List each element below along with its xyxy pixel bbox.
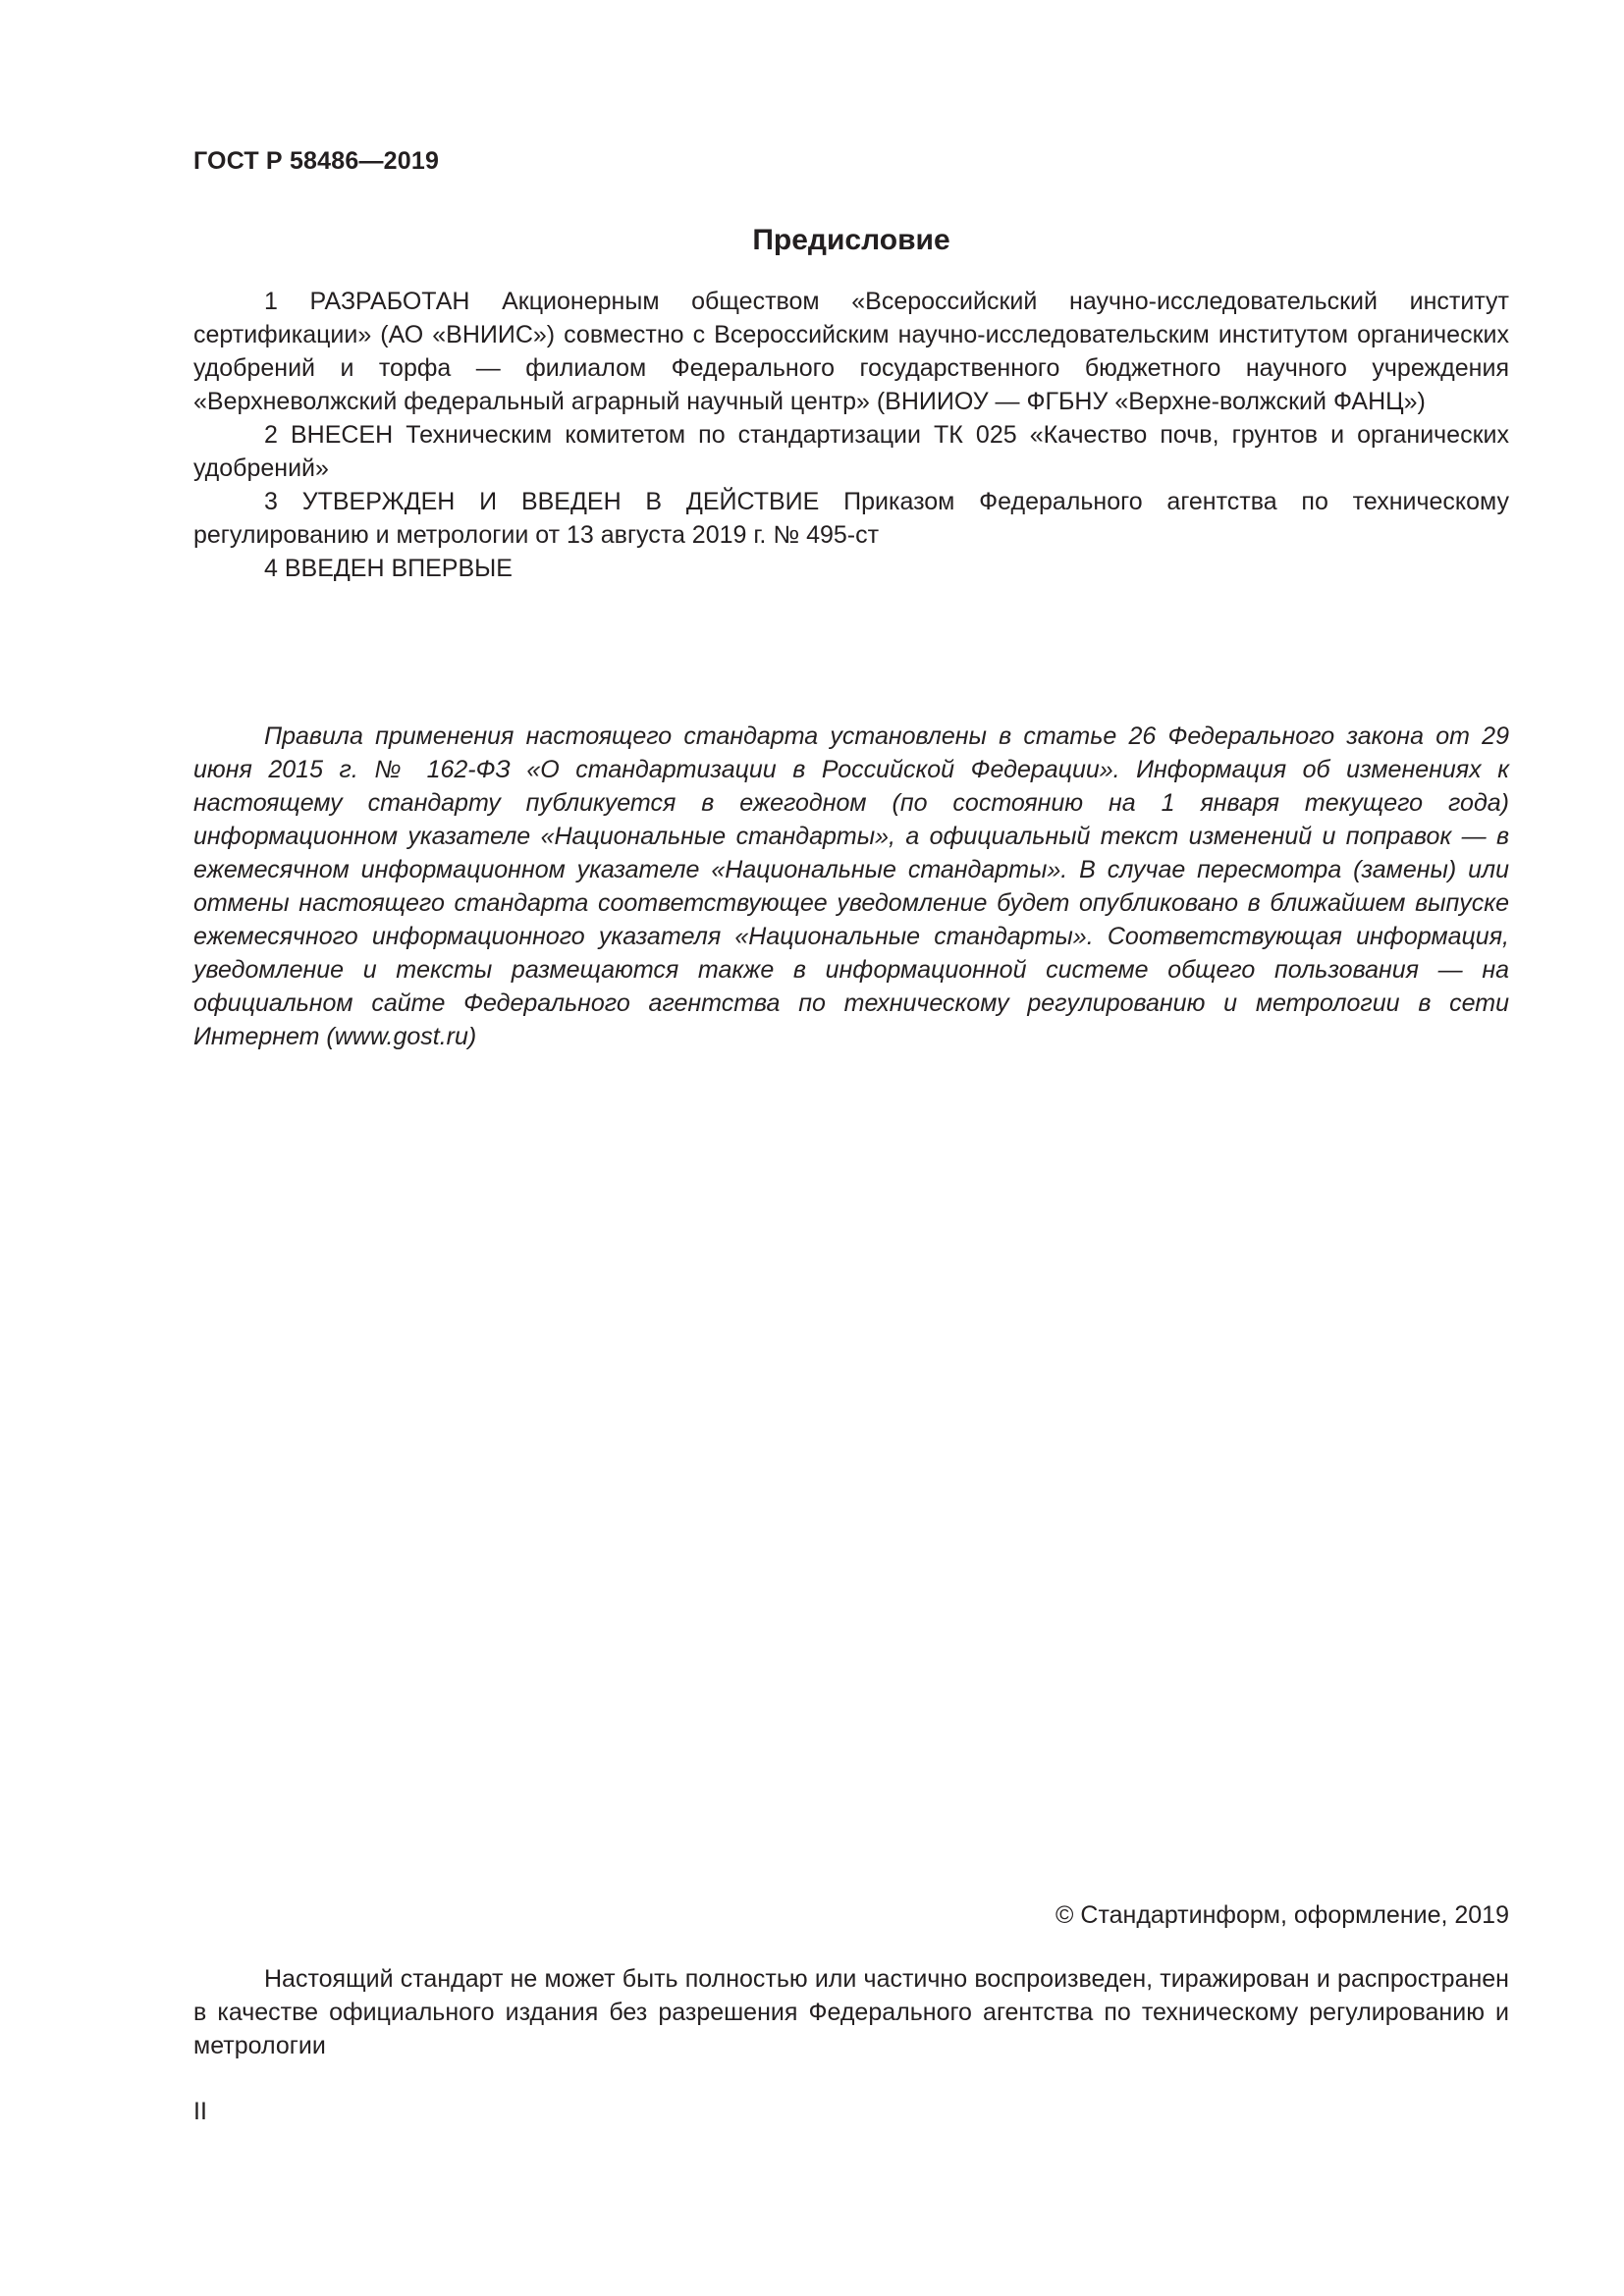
reproduction-notice-text: Настоящий стандарт не может быть полностью или частично воспроизведен, тиражирован и распространен в качестве официального издания без разрешения Федерального агентства по техническому регулированию и метрологии	[193, 1965, 1509, 2059]
page-number: II	[193, 2098, 207, 2125]
copyright-line: © Стандартинформ, оформление, 2019	[1056, 1901, 1509, 1929]
preface-item-4: 4 ВВЕДЕН ВПЕРВЫЕ	[264, 555, 513, 582]
preface-list	[193, 285, 1509, 585]
standard-code: ГОСТ Р 58486—2019	[193, 147, 440, 175]
page-title: Предисловие	[752, 224, 950, 256]
application-rules-notice	[193, 720, 1509, 1053]
preface-item-2: 2 ВНЕСЕН Техническим комитетом по стандартизации ТК 025 «Качество почв, грунтов и органических удобрений»	[193, 421, 1509, 482]
preface-item-1: 1 РАЗРАБОТАН Акционерным обществом «Всероссийский научно-исследовательский институт сертификации» (АО «ВНИИС») совместно с Всероссийским научно-исследовательским институтом органических удобрений и торфа — филиалом Федерального государственного бюджетного научного учреждения «Верхневолжский федеральный аграрный научный центр» (ВНИИОУ — ФГБНУ «Верхне-волжский ФАНЦ»)	[193, 288, 1509, 415]
preface-item-3: 3 УТВЕРЖДЕН И ВВЕДЕН В ДЕЙСТВИЕ Приказом Федерального агентства по техническому регулированию и метрологии от 13 августа 2019 г. № 495-ст	[193, 488, 1509, 549]
reproduction-notice	[193, 1962, 1509, 2062]
application-rules-text: Правила применения настоящего стандарта установлены в статье 26 Федерального закона от 29 июня 2015 г. № 162-ФЗ «О стандартизации в Российской Федерации». Информация об изменениях к настоящему стандарту публикуется в ежегодном (по состоянию на 1 января текущего года) информационном указателе «Национальные стандарты», а официальный текст изменений и поправок — в ежемесячном информационном указателе «Национальные стандарты». В случае пересмотра (замены) или отмены настоящего стандарта соответствующее уведомление будет опубликовано в ближайшем выпуске ежемесячного информационного указателя «Национальные стандарты». Соответствующая информация, уведомление и тексты размещаются также в информационной системе общего пользования — на официальном сайте Федерального агентства по техническому регулированию и метрологии в сети Интернет (www.gost.ru)	[193, 722, 1509, 1050]
